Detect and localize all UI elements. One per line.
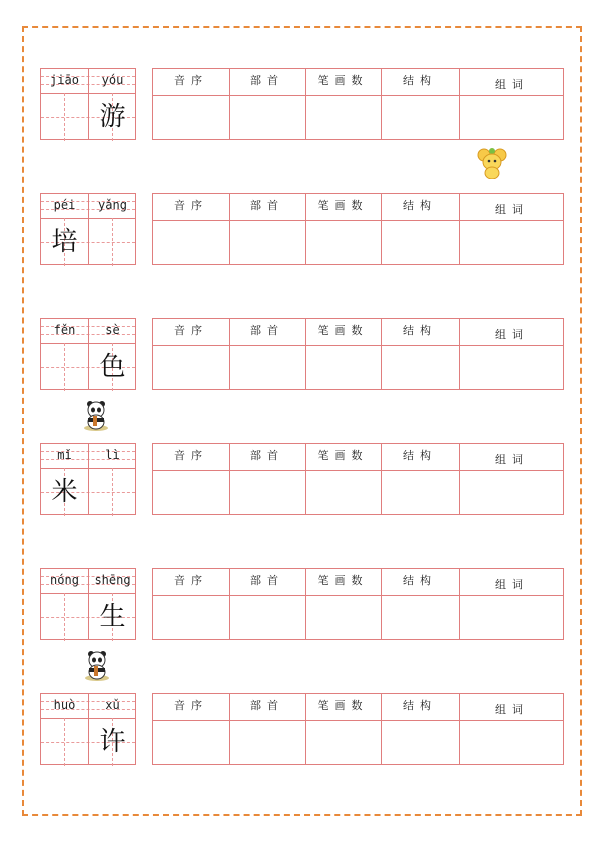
character-analysis-table [152, 568, 564, 640]
hanzi-cell[interactable]: 游 [99, 102, 126, 132]
table-header-cell: 笔画数 [317, 449, 369, 462]
character-writing-box [40, 318, 136, 390]
table-header-cell: 部首 [250, 74, 284, 87]
table-header-cell: 组词 [495, 703, 529, 716]
answer-cell[interactable] [229, 97, 305, 139]
answer-cell[interactable] [459, 597, 565, 639]
hanzi-cell[interactable]: 许 [99, 727, 126, 757]
answer-cell[interactable] [459, 222, 565, 264]
pinyin-label: yóu [101, 73, 124, 87]
pinyin-label: lì [105, 448, 120, 462]
worksheet-row [0, 693, 596, 769]
character-analysis-table [152, 318, 564, 390]
answer-cell[interactable] [153, 722, 229, 764]
answer-cell[interactable] [229, 722, 305, 764]
table-header-cell: 音序 [174, 574, 208, 587]
worksheet-row [0, 318, 596, 394]
answer-cell[interactable] [229, 472, 305, 514]
table-header-cell: 音序 [174, 699, 208, 712]
pinyin-label: jiāo [50, 73, 79, 87]
answer-cell[interactable] [153, 597, 229, 639]
hanzi-cell[interactable] [41, 595, 88, 639]
answer-cell[interactable] [381, 347, 459, 389]
answer-cell[interactable] [305, 597, 381, 639]
hanzi-cell[interactable]: 培 [51, 227, 78, 257]
table-header-cell: 音序 [174, 199, 208, 212]
pinyin-label: xǔ [105, 698, 120, 712]
hanzi-cell[interactable]: 米 [51, 477, 78, 507]
answer-cell[interactable] [381, 222, 459, 264]
table-header-cell: 音序 [174, 324, 208, 337]
answer-cell[interactable] [459, 472, 565, 514]
answer-cell[interactable] [153, 97, 229, 139]
cartoon-panda-icon [82, 400, 110, 432]
table-header-cell: 结构 [403, 324, 437, 337]
table-header-cell: 部首 [250, 699, 284, 712]
hanzi-cell[interactable] [41, 95, 88, 139]
table-header-cell: 部首 [250, 574, 284, 587]
table-header-cell: 结构 [403, 699, 437, 712]
character-analysis-table [152, 68, 564, 140]
table-header-cell: 部首 [250, 449, 284, 462]
pinyin-label: shēng [94, 573, 131, 587]
worksheet-row [0, 443, 596, 519]
hanzi-cell[interactable] [41, 720, 88, 764]
table-header-cell: 笔画数 [317, 74, 369, 87]
table-header-cell: 组词 [495, 78, 529, 91]
table-header-cell: 部首 [250, 324, 284, 337]
answer-cell[interactable] [459, 347, 565, 389]
answer-cell[interactable] [153, 222, 229, 264]
cartoon-panda-icon [83, 650, 111, 682]
table-header-cell: 笔画数 [317, 324, 369, 337]
table-header-cell: 组词 [495, 578, 529, 591]
character-writing-box [40, 68, 136, 140]
character-analysis-table [152, 693, 564, 765]
hanzi-cell[interactable] [89, 470, 136, 514]
answer-cell[interactable] [305, 722, 381, 764]
answer-cell[interactable] [153, 472, 229, 514]
answer-cell[interactable] [229, 222, 305, 264]
hanzi-cell[interactable]: 生 [99, 602, 126, 632]
worksheet-row [0, 568, 596, 644]
answer-cell[interactable] [305, 97, 381, 139]
answer-cell[interactable] [229, 597, 305, 639]
table-header-cell: 笔画数 [317, 699, 369, 712]
character-analysis-table [152, 443, 564, 515]
pinyin-label: mǐ [57, 448, 72, 462]
worksheet-row [0, 68, 596, 144]
answer-cell[interactable] [305, 222, 381, 264]
table-header-cell: 结构 [403, 449, 437, 462]
answer-cell[interactable] [381, 722, 459, 764]
answer-cell[interactable] [381, 597, 459, 639]
answer-cell[interactable] [459, 97, 565, 139]
answer-cell[interactable] [305, 472, 381, 514]
table-header-cell: 组词 [495, 203, 529, 216]
character-writing-box [40, 193, 136, 265]
table-header-cell: 音序 [174, 74, 208, 87]
table-header-cell: 笔画数 [317, 574, 369, 587]
table-header-cell: 组词 [495, 328, 529, 341]
pinyin-label: péi [53, 198, 76, 212]
character-writing-box [40, 693, 136, 765]
table-header-cell: 结构 [403, 199, 437, 212]
character-writing-box [40, 443, 136, 515]
table-header-cell: 音序 [174, 449, 208, 462]
answer-cell[interactable] [229, 347, 305, 389]
table-header-cell: 组词 [495, 453, 529, 466]
character-analysis-table [152, 193, 564, 265]
hanzi-cell[interactable] [41, 345, 88, 389]
pinyin-label: nóng [50, 573, 79, 587]
answer-cell[interactable] [153, 347, 229, 389]
table-header-cell: 结构 [403, 574, 437, 587]
character-writing-box [40, 568, 136, 640]
answer-cell[interactable] [381, 472, 459, 514]
worksheet-row [0, 193, 596, 269]
answer-cell[interactable] [305, 347, 381, 389]
pinyin-label: yǎng [98, 198, 127, 212]
answer-cell[interactable] [459, 722, 565, 764]
pinyin-label: sè [105, 323, 120, 337]
table-header-cell: 笔画数 [317, 199, 369, 212]
hanzi-cell[interactable] [89, 220, 136, 264]
table-header-cell: 部首 [250, 199, 284, 212]
cartoon-mouse-icon [477, 147, 507, 179]
pinyin-label: huò [53, 698, 76, 712]
answer-cell[interactable] [381, 97, 459, 139]
table-header-cell: 结构 [403, 74, 437, 87]
pinyin-label: fěn [53, 323, 76, 337]
hanzi-cell[interactable]: 色 [99, 352, 126, 382]
